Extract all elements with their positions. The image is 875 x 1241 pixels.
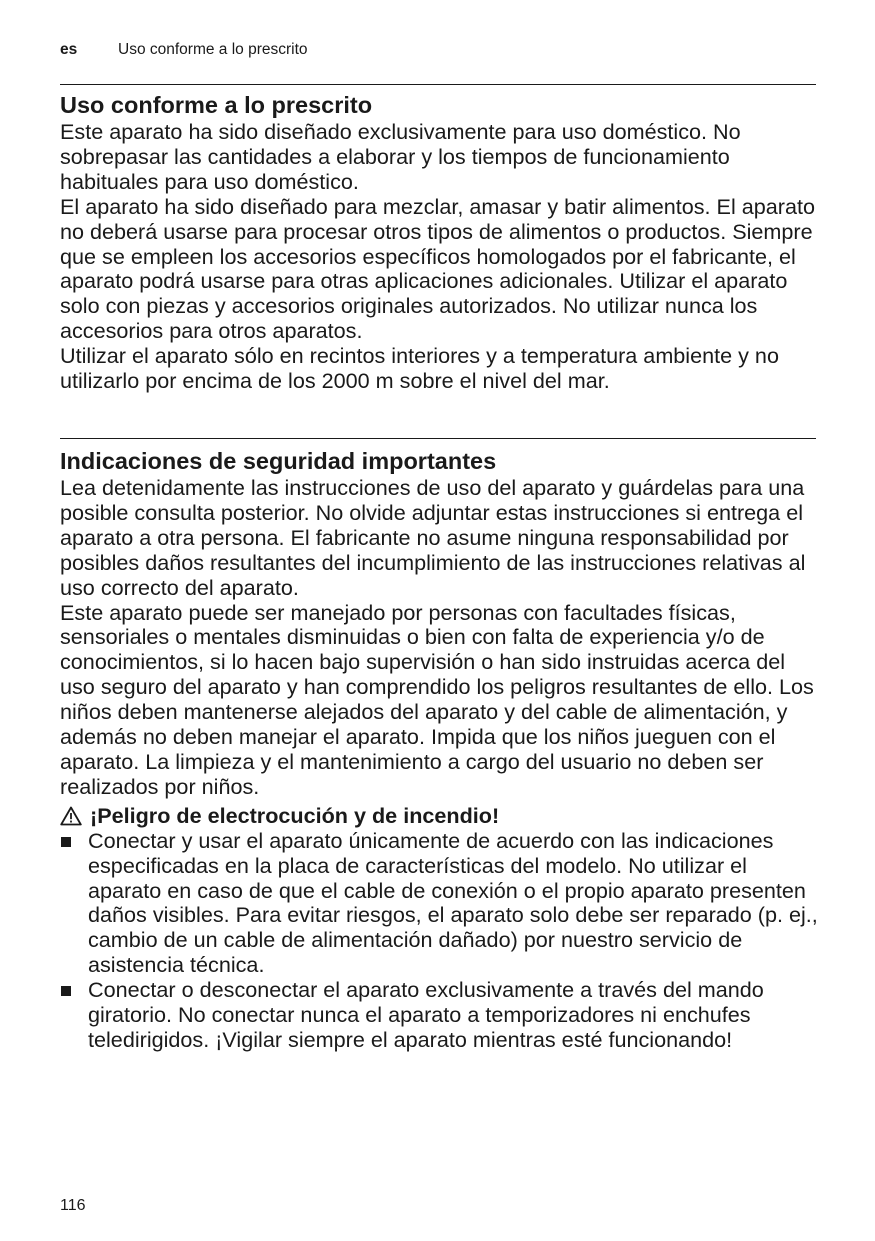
bullet-square-icon: [61, 837, 71, 847]
paragraph: El aparato ha sido diseñado para mezclar, amasar y batir alimentos. El aparato no deberá usarse para procesar otros tipos de alimentos o productos. Siempre que se empleen los accesorios específicos homologados por el fabricante, el aparato podrá usarse para otras aplicaciones adicionales. Utilizar el aparato solo con piezas y accesorios originales autorizados. No utilizar nunca los accesorios para otros aparatos.: [60, 193, 815, 344]
warning-heading: [60, 804, 820, 829]
paragraph: Este aparato ha sido diseñado exclusivamente para uso doméstico. No sobrepasar las cantidades a elaborar y los tiempos de funcionamiento habituales para uso doméstico.: [60, 119, 741, 194]
bullet-square-icon: [61, 986, 71, 996]
section-intended-use: [60, 90, 820, 394]
warning-title: ¡Peligro de electrocución y de incendio!: [90, 802, 500, 828]
warning-triangle-icon: [60, 806, 82, 826]
list-item: [60, 978, 820, 1053]
section-heading-safety: Indicaciones de seguridad importantes: [60, 448, 497, 474]
language-code: es: [60, 41, 78, 58]
list-item-text: Conectar y usar el aparato únicamente de acuerdo con las indicaciones especificadas en la placa de características del modelo. No utilizar el aparato en caso de que el cable de conexión o el propio aparato presenten daños visibles. Para evitar riesgos, el aparato solo debe ser reparado (p. ej., cambio de un cable de alimentación dañado) por nuestro servicio de asistencia técnica.: [88, 827, 818, 978]
paragraph: Este aparato puede ser manejado por personas con facultades físicas, sensoriales o mentales disminuidas o bien con falta de experiencia y/o de conocimientos, si lo hacen bajo supervisión o han sido instruidas acerca del uso seguro del aparato y han comprendido los peligros resultantes de ello. Los niños deben mantenerse alejados del aparato y del cable de alimentación, y además no deben manejar el aparato. Impida que los niños jueguen con el aparato. La limpieza y el mantenimiento a cargo del usuario no deben ser realizados por niños.: [60, 599, 814, 799]
section-safety: [60, 446, 820, 1053]
running-header-title: Uso conforme a lo prescrito: [118, 41, 308, 58]
list-item-text: Conectar o desconectar el aparato exclusivamente a través del mando giratorio. No conectar nunca el aparato a temporizadores ni enchufes teledirigidos. ¡Vigilar siempre el aparato mientras esté funcionando!: [88, 977, 764, 1052]
paragraph: Lea detenidamente las instrucciones de uso del aparato y guárdelas para una posible consulta posterior. No olvide adjuntar estas instrucciones si entrega el aparato a otra persona. El fabricante no asume ninguna responsabilidad por posibles daños resultantes del incumplimiento de las instrucciones relativas al uso correcto del aparato.: [60, 475, 806, 600]
running-header: [60, 40, 308, 60]
section-heading-intended-use: Uso conforme a lo prescrito: [60, 92, 373, 118]
list-item: [60, 829, 820, 978]
section-divider-1: [60, 84, 816, 85]
safety-bullet-list: [60, 829, 820, 1053]
page-number: 116: [60, 1197, 86, 1214]
section-divider-2: [60, 438, 816, 439]
paragraph: Utilizar el aparato sólo en recintos interiores y a temperatura ambiente y no utilizarlo por encima de los 2000 m sobre el nivel del mar.: [60, 343, 779, 394]
